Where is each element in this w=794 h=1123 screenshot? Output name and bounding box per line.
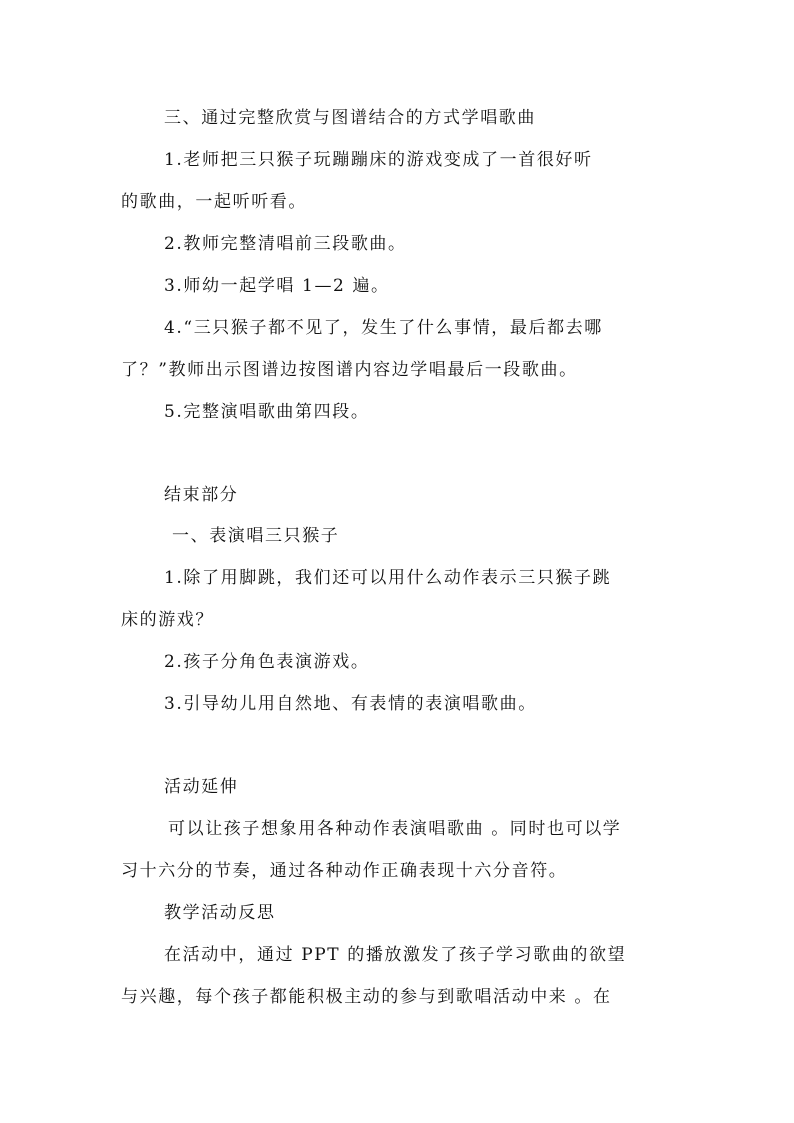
paragraph-line: 床的游戏？: [121, 610, 214, 630]
section-heading-ending: 结束部分: [164, 485, 239, 505]
section-heading-learn-song: 三、通过完整欣赏与图谱结合的方式学唱歌曲: [164, 108, 536, 128]
section-heading-reflection: 教学活动反思: [164, 903, 276, 923]
sub-heading-performance: 一、表演唱三只猴子: [172, 526, 340, 546]
paragraph-line: 可以让孩子想象用各种动作表演唱歌曲 。同时也可以学: [168, 819, 622, 839]
paragraph-line: 习十六分的节奏，通过各种动作正确表现十六分音符。: [121, 861, 568, 881]
paragraph-line: 在活动中，通过 PPT 的播放激发了孩子学习歌曲的欲望: [164, 945, 627, 965]
section-heading-extension: 活动延伸: [164, 777, 239, 797]
paragraph-line: 的歌曲，一起听听看。: [121, 192, 307, 212]
paragraph-line: 1.除了用脚跳，我们还可以用什么动作表示三只猴子跳: [164, 568, 612, 588]
paragraph-line: 3.引导幼儿用自然地、有表情的表演唱歌曲。: [164, 694, 537, 714]
paragraph-line: 5.完整演唱歌曲第四段。: [164, 402, 370, 422]
paragraph-line: 2.孩子分角色表演游戏。: [164, 652, 370, 672]
paragraph-line: 与兴趣，每个孩子都能积极主动的参与到歌唱活动中来 。在: [121, 987, 612, 1007]
paragraph-line: 3.师幼一起学唱 1—2 遍。: [164, 276, 390, 296]
paragraph-line: 了？”教师出示图谱边按图谱内容边学唱最后一段歌曲。: [121, 360, 578, 380]
paragraph-line: 1.老师把三只猴子玩蹦蹦床的游戏变成了一首很好听: [164, 150, 593, 170]
paragraph-line: 2.教师完整清唱前三段歌曲。: [164, 234, 407, 254]
paragraph-line: 4.“三只猴子都不见了，发生了什么事情，最后都去哪: [164, 318, 603, 338]
